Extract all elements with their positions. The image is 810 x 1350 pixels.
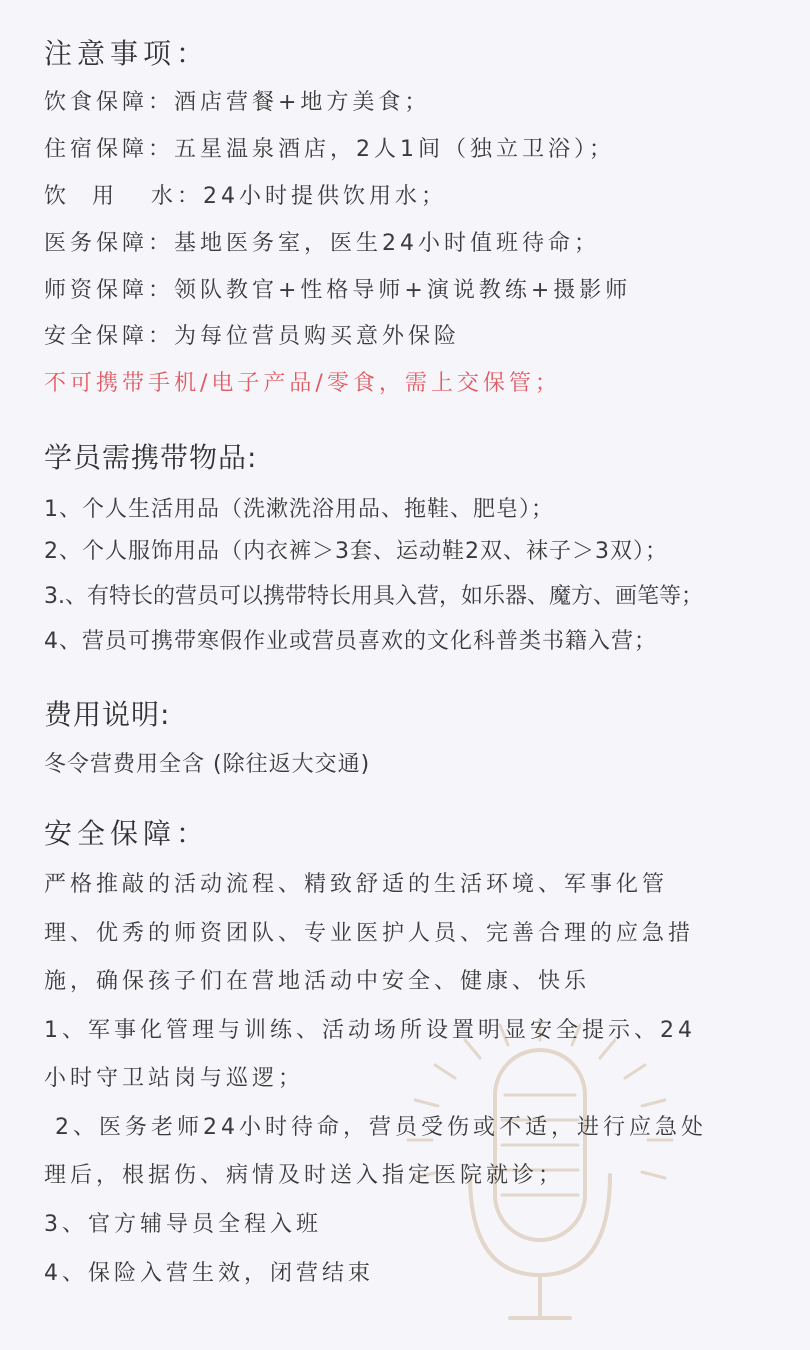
ray: [435, 1065, 455, 1078]
note-item: 住宿保障：五星温泉酒店，2人1间（独立卫浴）；: [44, 137, 615, 162]
note-item: 医务保障：基地医务室，医生24小时值班待命；: [44, 231, 600, 256]
safety-line: 理、优秀的师资团队、专业医护人员、完善合理的应急措: [44, 921, 695, 946]
fees-title: 费用说明:: [44, 698, 171, 731]
note-item: 安全保障：为每位营员购买意外保险: [44, 324, 461, 349]
safety-title: 安全保障：: [44, 817, 210, 850]
warning-note: 不可携带手机/电子产品/零食，需上交保管；: [44, 371, 561, 396]
safety-line: 4、保险入营生效，闭营结束: [44, 1261, 374, 1286]
bring-item: 4、营员可携带寒假作业或营员喜欢的文化科普类书籍入营；: [44, 629, 657, 654]
safety-line: 施，确保孩子们在营地活动中安全、健康、快乐: [44, 969, 591, 994]
ray: [625, 1065, 645, 1078]
note-item: 饮食保障：酒店营餐+地方美食；: [44, 90, 431, 115]
notes-title: 注意事项：: [44, 37, 210, 70]
note-item: 饮 用 水：24小时提供饮用水；: [44, 184, 447, 209]
ray: [642, 1172, 665, 1178]
bring-item: 2、个人服饰用品（内衣裤＞3套、运动鞋2双、袜子＞3双）；: [44, 539, 668, 564]
bring-item: 3.、有特长的营员可以携带特长用具入营，如乐器、魔方、画笔等；: [44, 584, 703, 609]
note-item: 师资保障：领队教官+性格导师+演说教练+摄影师: [44, 278, 632, 303]
safety-line: 2、医务老师24小时待命，营员受伤或不适，进行应急处: [44, 1115, 707, 1140]
safety-line: 1、军事化管理与训练、活动场所设置明显安全提示、24: [44, 1018, 696, 1043]
bring-item: 1、个人生活用品（洗漱洗浴用品、拖鞋、肥皂）；: [44, 497, 554, 522]
items-to-bring-title: 学员需携带物品:: [44, 441, 258, 474]
safety-line: 3、官方辅导员全程入班: [44, 1212, 322, 1237]
safety-line: 严格推敲的活动流程、精致舒适的生活环境、军事化管: [44, 872, 669, 897]
ray: [415, 1100, 438, 1106]
fees-text: 冬令营费用全含 (除往返大交通): [44, 752, 371, 777]
safety-line: 理后，根据伤、病情及时送入指定医院就诊；: [44, 1163, 565, 1188]
ray: [642, 1100, 665, 1106]
safety-line: 小时守卫站岗与巡逻；: [44, 1066, 305, 1091]
